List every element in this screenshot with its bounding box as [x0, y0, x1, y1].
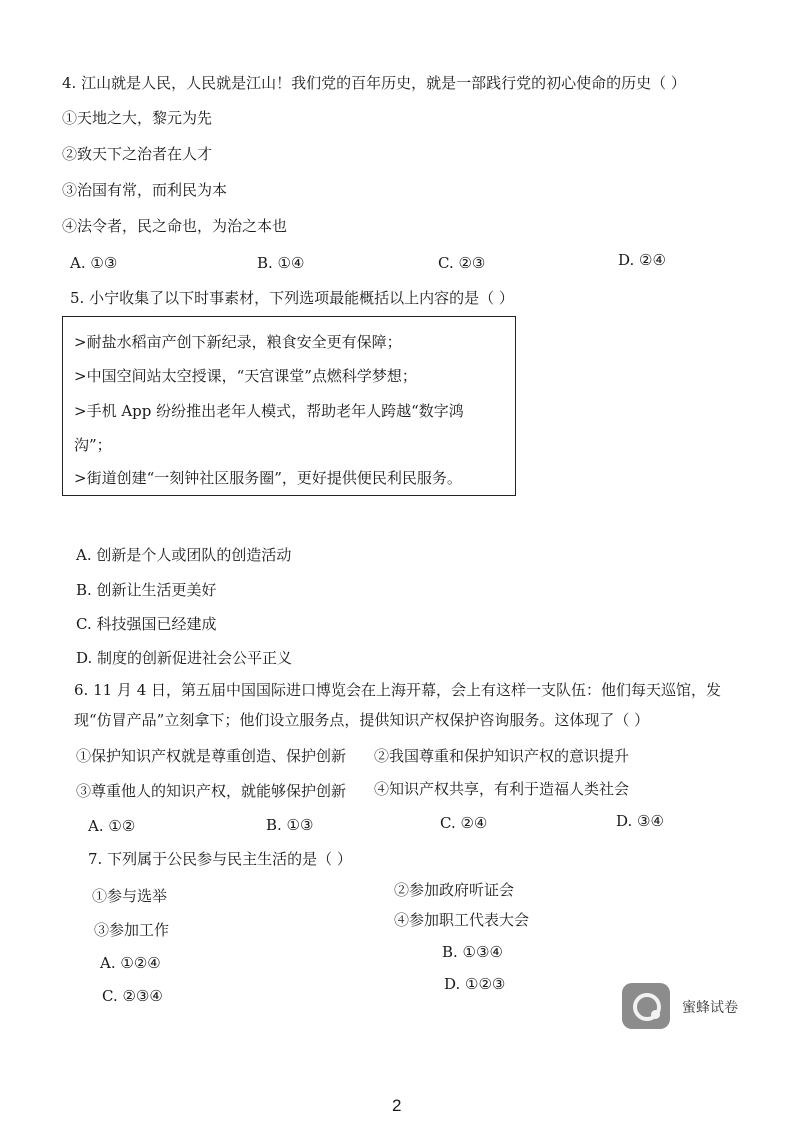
q6-choice-a: A. ①② [88, 817, 136, 835]
q5-material-line: >手机 App 纷纷推出老年人模式，帮助老年人跨越“数字鸿 [74, 402, 464, 420]
q6-item-1: ①保护知识产权就是尊重创造、保护创新 [76, 747, 347, 765]
q5-material-line: 沟”； [74, 436, 112, 454]
q5-option-a: A. 创新是个人或团队的创造活动 [76, 546, 292, 564]
q4-choice-d: D. ②④ [618, 251, 666, 269]
q7-item-3: ③参加工作 [94, 921, 170, 939]
q4-item-2: ②致天下之治者在人才 [62, 145, 213, 163]
brand-name: 蜜蜂试卷 [682, 1000, 738, 1016]
q7-item-1: ①参与选举 [92, 887, 168, 905]
q5-stem: 5. 小宁收集了以下时事素材，下列选项最能概括以上内容的是（ ） [70, 289, 514, 307]
q6-choice-c: C. ②④ [440, 814, 488, 832]
q6-stem-line-1: 6. 11 月 4 日，第五届中国国际进口博览会在上海开幕，会上有这样一支队伍：他们每天巡馆，发 [74, 681, 722, 699]
q7-choice-d: D. ①②③ [444, 975, 506, 993]
q4-item-4: ④法令者，民之命也，为治之本也 [62, 217, 288, 235]
q6-item-2: ②我国尊重和保护知识产权的意识提升 [374, 747, 630, 765]
q6-stem-line-2: 现“仿冒产品”立刻拿下；他们设立服务点，提供知识产权保护咨询服务。这体现了（ ） [74, 711, 650, 729]
q6-item-3: ③尊重他人的知识产权，就能够保护创新 [76, 782, 347, 800]
q7-item-2: ②参加政府听证会 [394, 881, 515, 899]
q5-material-line: >中国空间站太空授课，“天宫课堂”点燃科学梦想； [74, 367, 417, 385]
brand-logo-icon [622, 983, 670, 1029]
q6-item-4: ④知识产权共享，有利于造福人类社会 [374, 780, 630, 798]
q5-option-d: D. 制度的创新促进社会公平正义 [76, 649, 293, 667]
q5-option-c: C. 科技强国已经建成 [76, 615, 217, 633]
q7-choice-b: B. ①③④ [442, 943, 503, 961]
q7-item-4: ④参加职工代表大会 [394, 911, 530, 929]
q4-choice-c: C. ②③ [438, 254, 486, 272]
q4-item-1: ①天地之大，黎元为先 [62, 109, 213, 127]
q7-choice-a: A. ①②④ [100, 954, 161, 972]
q4-stem: 4. 江山就是人民，人民就是江山！我们党的百年历史，就是一部践行党的初心使命的历史（ ） [62, 74, 686, 92]
q4-item-3: ③治国有常，而利民为本 [62, 181, 228, 199]
q4-choice-a: A. ①③ [70, 254, 118, 272]
q5-material-line: >街道创建“一刻钟社区服务圈”，更好提供便民利民服务。 [74, 469, 462, 487]
q6-choice-d: D. ③④ [616, 812, 664, 830]
q4-choice-b: B. ①④ [257, 254, 305, 272]
q6-choice-b: B. ①③ [266, 816, 314, 834]
q7-choice-c: C. ②③④ [102, 987, 163, 1005]
page-number: 2 [392, 1096, 402, 1115]
q7-stem: 7. 下列属于公民参与民主生活的是（ ） [88, 850, 352, 868]
q5-option-b: B. 创新让生活更美好 [76, 581, 217, 599]
q5-material-line: >耐盐水稻亩产创下新纪录，粮食安全更有保障； [74, 333, 402, 351]
